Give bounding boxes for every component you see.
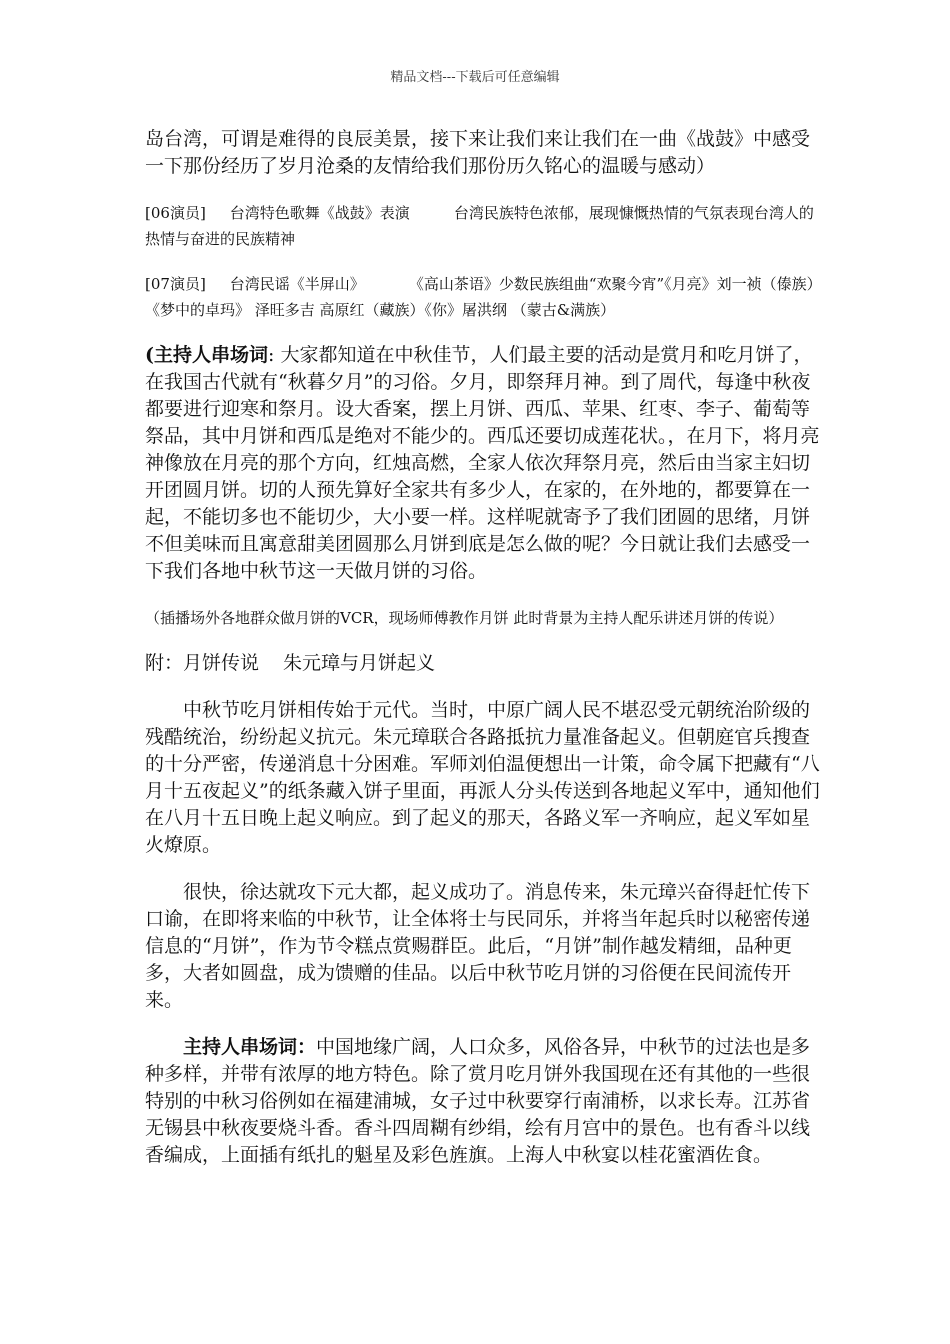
host-script-1 [145, 342, 825, 585]
paragraph-intro: 岛台湾，可谓是难得的良辰美景，接下来让我们来让我们在一曲《战鼓》中感受一下那份经历了岁月沧桑的友情给我们那份历久铭心的温暖与感动） [145, 128, 811, 177]
act-07-desc: 《高山茶语》少数民族组曲“欢聚今宵”《月亮》刘一祯（傣族）《梦中的卓玛》 泽旺多吉 高原红（藏族）《你》屠洪纲 （蒙古&满族） [145, 275, 822, 319]
appendix-prefix: 附：月饼传说 [145, 652, 260, 674]
host-script-2 [145, 1034, 825, 1169]
act-06-label: [06演员] [145, 204, 206, 222]
appendix-heading [145, 650, 825, 677]
act-06-program: 台湾特色歌舞《战鼓》表演 [229, 204, 410, 222]
stage-note: （插播场外各地群众做月饼的VCR，现场师傅教作月饼 此时背景为主持人配乐讲述月饼的传说） [145, 609, 784, 627]
act-06-desc: 台湾民族特色浓郁，展现慷慨热情的气氛表现台湾人的热情与奋进的民族精神 [145, 204, 814, 248]
appendix-title: 朱元璋与月饼起义 [283, 652, 436, 674]
host-script-1-text: : 大家都知道在中秋佳节，人们最主要的活动是赏月和吃月饼了，在我国古代就有“秋暮夕月”的习俗。夕月，即祭拜月神。到了周代，每逢中秋夜都要进行迎寒和祭月。设大香案，摆上月饼、西瓜、苹果、红枣、李子、葡萄等祭品，其中月饼和西瓜是绝对不能少的。西瓜还要切成莲花状。，在月下，将月亮神像放在月亮的那个方向，红烛高燃，全家人依次拜祭月亮，然后由当家主妇切开团圆月饼。切的人预先算好全家共有多少人，在家的，在外地的，都要算在一起，不能切多也不能切少，大小要一样。这样呢就寄予了我们团圆的思绪，月饼不但美味而且寓意甜美团圆那么月饼到底是怎么做的呢？今日就让我们去感受一下我们各地中秋节这一天做月饼的习俗。 [145, 344, 820, 582]
document-body [145, 126, 825, 1189]
act-07-program: 台湾民谣《半屏山》 [229, 275, 365, 293]
legend-paragraph-1: 中秋节吃月饼相传始于元代。当时，中原广阔人民不堪忍受元朝统治阶级的残酷统治，纷纷起义抗元。朱元璋联合各路抵抗力量准备起义。但朝庭官兵搜查的十分严密，传递消息十分困难。军师刘伯温便想出一计策，命令属下把藏有“八月十五夜起义”的纸条藏入饼子里面，再派人分头传送到各地起义军中，通知他们在八月十五日晚上起义响应。到了起义的那天，各路义军一齐响应，起义军如星火燎原。 [145, 699, 820, 856]
act-07-entry [145, 271, 825, 323]
host-script-2-text: 中国地缘广阔，人口众多，风俗各异，中秋节的过法也是多种多样，并带有浓厚的地方特色。除了赏月吃月饼外我国现在还有其他的一些很特别的中秋习俗例如在福建浦城，女子过中秋要穿行南浦桥，以求长寿。江苏省无锡县中秋夜要烧斗香。香斗四周糊有纱绢，绘有月宫中的景色。也有香斗以线香编成，上面插有纸扎的魁星及彩色旌旗。上海人中秋宴以桂花蜜酒佐食。 [145, 1036, 811, 1166]
host-script-2-label: 主持人串场词： [183, 1036, 317, 1058]
act-06-entry [145, 200, 825, 252]
legend-paragraph-2: 很快，徐达就攻下元大都，起义成功了。消息传来，朱元璋兴奋得赶忙传下口谕，在即将来临的中秋节，让全体将士与民同乐，并将当年起兵时以秘密传递信息的“月饼”，作为节令糕点赏赐群臣。此后，“月饼”制作越发精细，品种更多，大者如圆盘，成为馈赠的佳品。以后中秋节吃月饼的习俗便在民间流传开来。 [145, 881, 811, 1011]
page-header: 精品文档---下载后可任意编辑 [390, 70, 560, 85]
act-07-label: [07演员] [145, 275, 206, 293]
host-script-1-label: (主持人串场词 [145, 344, 268, 366]
